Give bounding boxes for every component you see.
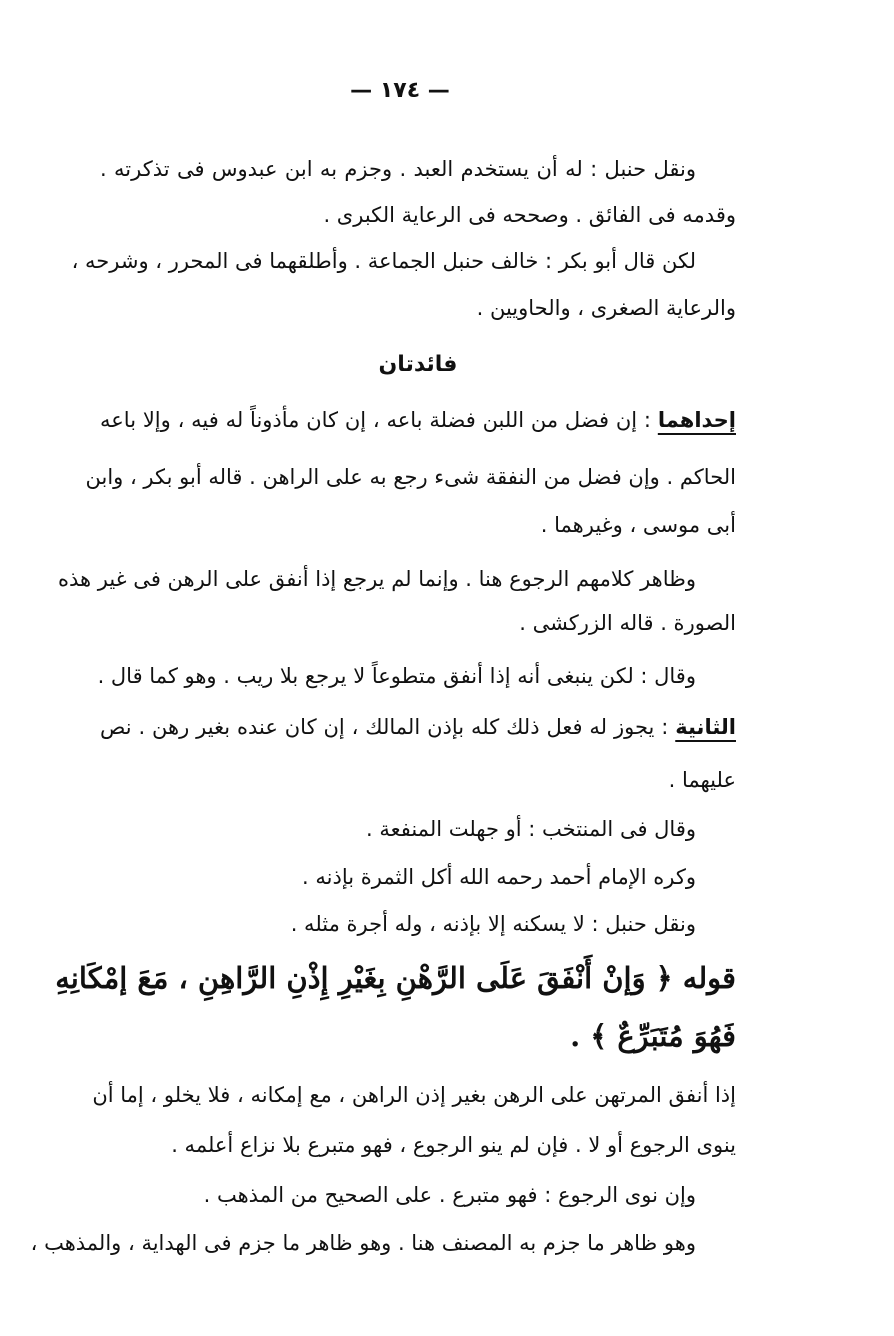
section-heading: فائدتان bbox=[378, 352, 458, 377]
text-line: وقال فى المنتخب : أو جهلت المنفعة . bbox=[365, 817, 696, 841]
quoted-text-line: قوله ﴿ وَإنْ أَنْفَقَ عَلَى الرَّهْنِ بِغَيْرِ إِذْنِ الرَّاهِنِ ، مَعَ إمْكَانِهِ bbox=[55, 961, 736, 995]
text-line: وقدمه فى الفائق . وصححه فى الرعاية الكبرى . bbox=[323, 203, 736, 227]
text-line: إذا أنفق المرتهن على الرهن بغير إذن الراهن ، مع إمكانه ، فلا يخلو ، إما أن bbox=[92, 1083, 736, 1107]
text-line: ونقل حنبل : لا يسكنه إلا بإذنه ، وله أجرة مثله . bbox=[290, 912, 696, 936]
text-span: : إن فضل من اللبن فضلة باعه ، إن كان مأذوناً له فيه ، وإلا باعه bbox=[100, 408, 651, 432]
text-line: وهو ظاهر ما جزم به المصنف هنا . وهو ظاهر ما جزم فى الهداية ، والمذهب ، bbox=[30, 1231, 696, 1255]
text-line: عليهما . bbox=[668, 768, 736, 792]
text-line: ونقل حنبل : له أن يستخدم العبد . وجزم به ابن عبدوس فى تذكرته . bbox=[100, 157, 696, 181]
text-line: ينوى الرجوع أو لا . فإن لم ينو الرجوع ، فهو متبرع بلا نزاع أعلمه . bbox=[171, 1133, 736, 1157]
text-line bbox=[100, 712, 736, 744]
text-line: لكن قال أبو بكر : خالف حنبل الجماعة . وأطلقهما فى المحرر ، وشرحه ، bbox=[71, 249, 696, 273]
text-line: وقال : لكن ينبغى أنه إذا أنفق متطوعاً لا يرجع بلا ريب . وهو كما قال . bbox=[97, 664, 696, 688]
text-line: وظاهر كلامهم الرجوع هنا . وإنما لم يرجع إذا أنفق على الرهن فى غير هذه bbox=[57, 567, 696, 591]
text-line bbox=[100, 405, 736, 437]
text-line: أبى موسى ، وغيرهما . bbox=[540, 513, 736, 537]
text-span: : يجوز له فعل ذلك كله بإذن المالك ، إن كان عنده بغير رهن . نص bbox=[100, 715, 669, 739]
text-line: وإن نوى الرجوع : فهو متبرع . على الصحيح من المذهب . bbox=[203, 1183, 696, 1207]
text-line: والرعاية الصغرى ، والحاويين . bbox=[476, 296, 736, 320]
text-line: وكره الإمام أحمد رحمه الله أكل الثمرة بإذنه . bbox=[302, 865, 696, 889]
benefit-label: إحداهما bbox=[657, 408, 736, 432]
quoted-text-line: فَهُوَ مُتَبَرِّعٌ ﴾ . bbox=[570, 1019, 736, 1053]
page-number: — ١٧٤ — bbox=[350, 78, 450, 103]
text-line: الحاكم . وإن فضل من النفقة شىء رجع به على الراهن . قاله أبو بكر ، وابن bbox=[85, 465, 736, 489]
text-line: الصورة . قاله الزركشى . bbox=[519, 611, 736, 635]
benefit-label: الثانية bbox=[675, 715, 736, 739]
